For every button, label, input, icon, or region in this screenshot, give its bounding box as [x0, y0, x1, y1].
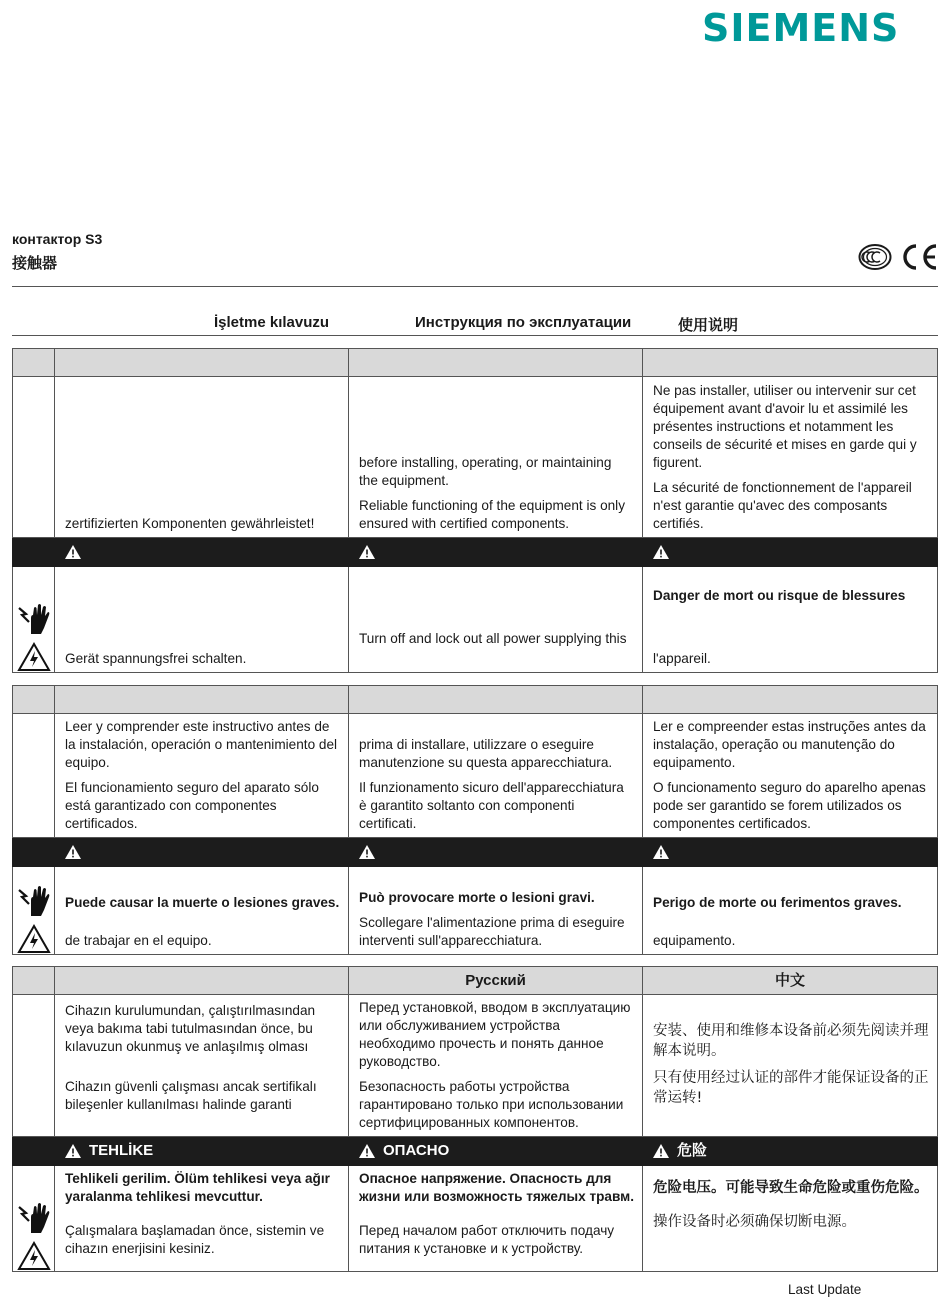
- header-cell: [13, 967, 55, 995]
- warning-bar-cell: [13, 538, 55, 567]
- hazard-icons-cell: [13, 567, 55, 673]
- warning-triangle-icon: [653, 545, 669, 559]
- warning-label: TEHLİKE: [55, 1137, 349, 1166]
- warning-label: [55, 538, 349, 567]
- danger-text: Turn off and lock out all power supplying this: [349, 567, 643, 673]
- danger-text: Perigo de morte ou ferimentos graves. equipamento.: [643, 867, 938, 955]
- header-cell: [13, 349, 55, 377]
- section-3-lang-header: [55, 967, 349, 995]
- document-title-ru: контактор S3: [12, 231, 103, 247]
- warning-label: ОПАСНО: [349, 1137, 643, 1166]
- section-3-lang-header: 中文: [643, 967, 938, 995]
- warning-triangle-icon: [653, 845, 669, 859]
- electric-shock-hand-icon: [17, 602, 51, 636]
- danger-text: Опасное напряжение. Опасность для жизни или возможность тяжелых травм. Перед началом работ отключить подачу питания к установке и к устройству.: [349, 1166, 643, 1272]
- section-2-lang-header: [643, 686, 938, 714]
- danger-text: 危险电压。可能导致生命危险或重伤危险。 操作设备时必须确保切断电源。: [643, 1166, 938, 1272]
- danger-text: Danger de mort ou risque de blessures l'appareil.: [643, 567, 938, 673]
- warning-triangle-icon: [653, 1144, 669, 1158]
- warning-label: [349, 838, 643, 867]
- last-update-label: Last Update: [788, 1282, 862, 1297]
- section-1: [12, 348, 937, 673]
- warning-triangle-icon: [65, 545, 81, 559]
- ce-mark-icon: [905, 246, 936, 268]
- danger-text: Tehlikeli gerilim. Ölüm tehlikesi veya ağır yaralanma tehlikesi mevcuttur. Çalışmalara başlamadan önce, sistemin ve cihazın enerjisini kesiniz.: [55, 1166, 349, 1272]
- header-cell: [13, 686, 55, 714]
- high-voltage-warning-icon: [17, 1241, 51, 1271]
- notice-text: prima di installare, utilizzare o eseguire manutenzione su questa apparecchiatura. Il funzionamento sicuro dell'apparecchiatura è garantito soltanto con componenti certificati.: [349, 714, 643, 838]
- notice-text: 安装、使用和维修本设备前必须先阅读并理解本说明。 只有使用经过认证的部件才能保证设备的正常运转!: [643, 995, 938, 1137]
- section-2: [12, 685, 937, 955]
- ccc-mark-icon: [860, 245, 891, 269]
- section-3-lang-header: Русский: [349, 967, 643, 995]
- divider: [12, 335, 938, 336]
- warning-label: [643, 838, 938, 867]
- siemens-logo: SIEMENS: [702, 6, 900, 50]
- warning-bar-cell: [13, 1137, 55, 1166]
- danger-text: Gerät spannungsfrei schalten.: [55, 567, 349, 673]
- section-3: [12, 966, 937, 1272]
- hazard-icons-cell: [13, 1166, 55, 1272]
- notice-icon-cell: [13, 377, 55, 538]
- warning-bar-cell: [13, 838, 55, 867]
- lang-title-zh: 使用说明: [678, 317, 739, 334]
- warning-label: [349, 538, 643, 567]
- danger-text: Può provocare morte o lesioni gravi. Scollegare l'alimentazione prima di eseguire interventi sull'apparecchiatura.: [349, 867, 643, 955]
- notice-text: Cihazın kurulumundan, çalıştırılmasından veya bakıma tabi tutulmasından önce, bu kılavuzun okunmuş ve anlaşılmış olması Cihazın güvenli çalışması ancak sertifikalı bileşenler kullanılması halinde garanti: [55, 995, 349, 1137]
- divider: [12, 286, 938, 287]
- notice-text: Ler e compreender estas instruções antes da instalação, operação ou manutenção do equipamento. O funcionamento seguro do aparelho apenas pode ser garantido se forem utilizados os componentes certificados.: [643, 714, 938, 838]
- notice-icon-cell: [13, 714, 55, 838]
- notice-text: before installing, operating, or maintaining the equipment. Reliable functioning of the equipment is only ensured with certified components.: [349, 377, 643, 538]
- section-2-lang-header: [349, 686, 643, 714]
- notice-text: zertifizierten Komponenten gewährleistet!: [55, 377, 349, 538]
- warning-label: 危险: [643, 1137, 938, 1166]
- certification-marks: [858, 241, 938, 273]
- notice-icon-cell: [13, 995, 55, 1137]
- section-1-lang-header: [643, 349, 938, 377]
- notice-text: Ne pas installer, utiliser ou intervenir sur cet équipement avant d'avoir lu et assimilé les présentes instructions et notamment les conseils de sécurité et mises en garde qui y figurent. La sécurité de fonctionnement de l'appareil n'est garantie qu'avec des composants certifiés.: [643, 377, 938, 538]
- warning-triangle-icon: [359, 845, 375, 859]
- document-title-zh: 接触器: [12, 255, 58, 272]
- lang-title-ru: Инструкция по эксплуатации: [415, 314, 632, 331]
- lang-title-tr: İşletme kılavuzu: [214, 314, 330, 331]
- section-1-lang-header: [55, 349, 349, 377]
- warning-triangle-icon: [65, 845, 81, 859]
- electric-shock-hand-icon: [17, 1201, 51, 1235]
- danger-text: Puede causar la muerte o lesiones graves. de trabajar en el equipo.: [55, 867, 349, 955]
- section-1-lang-header: [349, 349, 643, 377]
- high-voltage-warning-icon: [17, 924, 51, 954]
- warning-label: [643, 538, 938, 567]
- section-2-lang-header: [55, 686, 349, 714]
- notice-text: Leer y comprender este instructivo antes de la instalación, operación o mantenimiento del equipo. El funcionamiento seguro del aparato sólo está garantizado con componentes certificados.: [55, 714, 349, 838]
- warning-triangle-icon: [65, 1144, 81, 1158]
- hazard-icons-cell: [13, 867, 55, 955]
- warning-triangle-icon: [359, 1144, 375, 1158]
- warning-triangle-icon: [359, 545, 375, 559]
- notice-text: Перед установкой, вводом в эксплуатацию или обслуживанием устройства необходимо прочесть и понять данное руководство. Безопасность работы устройства гарантировано только при использовании сертифицированных компонентов.: [349, 995, 643, 1137]
- high-voltage-warning-icon: [17, 642, 51, 672]
- electric-shock-hand-icon: [17, 884, 51, 918]
- warning-label: [55, 838, 349, 867]
